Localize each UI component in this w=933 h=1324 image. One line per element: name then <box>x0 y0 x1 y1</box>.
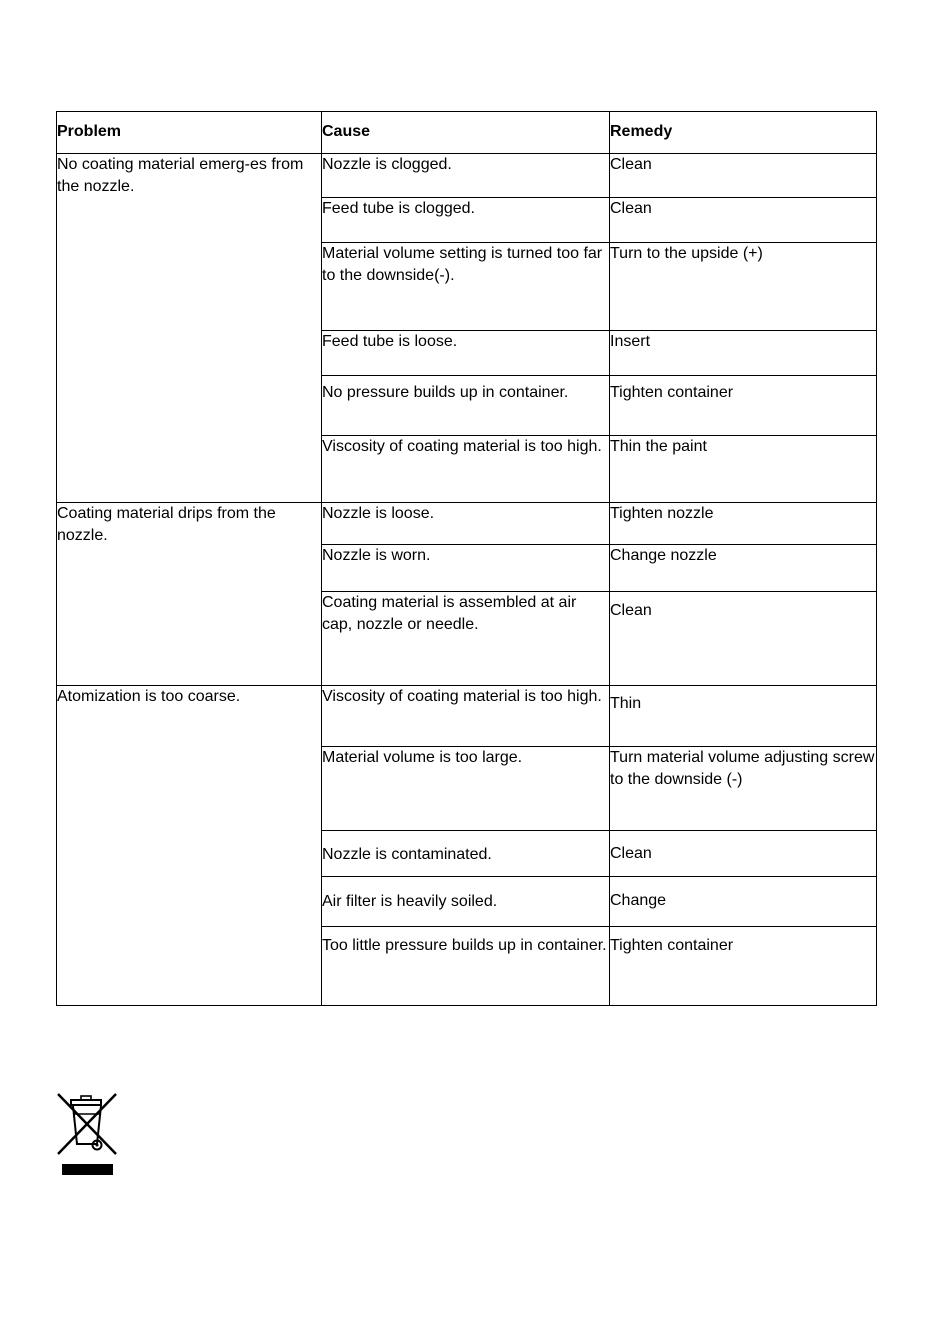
remedy-cell: Change <box>610 877 877 927</box>
table-row <box>57 503 877 545</box>
cause-cell: Nozzle is worn. <box>322 545 610 592</box>
remedy-cell: Clean <box>610 198 877 243</box>
header-problem: Problem <box>57 112 322 154</box>
remedy-cell: Turn to the upside (+) <box>610 243 877 331</box>
cause-cell: Air filter is heavily soiled. <box>322 877 610 927</box>
cause-cell: Material volume is too large. <box>322 747 610 831</box>
header-cause: Cause <box>322 112 610 154</box>
cause-cell: Too little pressure builds up in container. <box>322 927 610 1006</box>
remedy-cell: Clean <box>610 592 877 686</box>
cause-cell: Nozzle is contaminated. <box>322 831 610 877</box>
table-header-row <box>57 112 877 154</box>
remedy-cell: Thin <box>610 686 877 747</box>
remedy-cell: Clean <box>610 831 877 877</box>
remedy-cell: Tighten nozzle <box>610 503 877 545</box>
problem-drips: Coating material drips from the nozzle. <box>57 503 322 686</box>
table-row <box>57 154 877 198</box>
remedy-cell: Change nozzle <box>610 545 877 592</box>
cause-cell: Feed tube is clogged. <box>322 198 610 243</box>
cause-cell: Nozzle is loose. <box>322 503 610 545</box>
header-remedy: Remedy <box>610 112 877 154</box>
remedy-cell: Tighten container <box>610 376 877 436</box>
remedy-cell: Insert <box>610 331 877 376</box>
remedy-cell: Thin the paint <box>610 436 877 503</box>
remedy-cell: Turn material volume adjusting screw to the downside (-) <box>610 747 877 831</box>
troubleshooting-table <box>56 111 877 1006</box>
cause-cell: Feed tube is loose. <box>322 331 610 376</box>
problem-no-coating: No coating material emerg-es from the nozzle. <box>57 154 322 503</box>
cause-cell: No pressure builds up in container. <box>322 376 610 436</box>
remedy-cell: Tighten container <box>610 927 877 1006</box>
cause-cell: Nozzle is clogged. <box>322 154 610 198</box>
remedy-cell: Clean <box>610 154 877 198</box>
cause-cell: Material volume setting is turned too far to the downside(-). <box>322 243 610 331</box>
crossed-out-wheelie-bin-icon <box>54 1092 120 1178</box>
problem-atomization: Atomization is too coarse. <box>57 686 322 1006</box>
cause-cell: Coating material is assembled at air cap, nozzle or needle. <box>322 592 610 686</box>
table-row <box>57 686 877 747</box>
cause-cell: Viscosity of coating material is too high. <box>322 686 610 747</box>
cause-cell: Viscosity of coating material is too high. <box>322 436 610 503</box>
